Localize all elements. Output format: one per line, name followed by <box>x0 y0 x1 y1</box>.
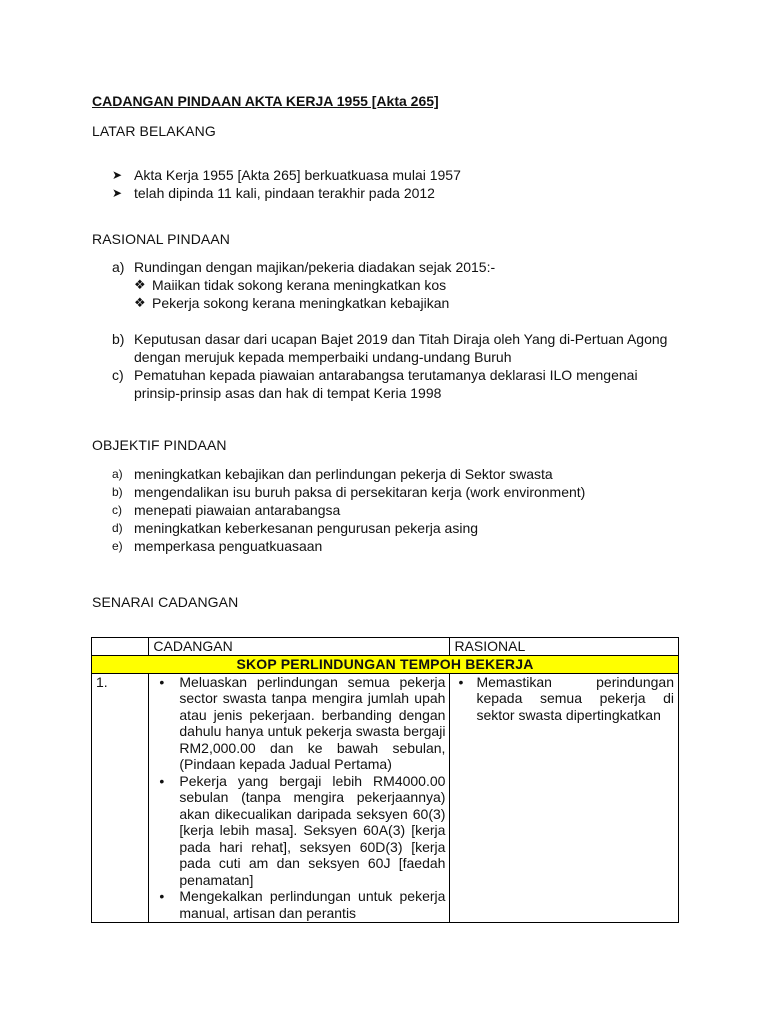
table-cell-rasional <box>450 673 679 922</box>
table-header-no <box>92 638 149 656</box>
sub-list-item-text: Pekerja sokong kerana meningkatkan kebajikan <box>152 295 450 311</box>
bullet-item <box>454 674 674 724</box>
list-item <box>112 519 672 537</box>
list-item-label: a) <box>112 259 125 275</box>
list-item-label: a) <box>112 467 123 481</box>
bullet-item-text: Meluaskan perlindungan semua pekerja sector swasta tanpa mengira jumlah upah atau jenis pekerjaan. berbanding dengan dahulu hanya untuk pekerja swasta bergaji RM2,000.00 dan ke bawah sebulan, (Pindaan kepada Jadual Pertama) <box>179 673 446 772</box>
bullet-dot-icon: • <box>159 772 165 789</box>
sub-list <box>134 276 672 312</box>
list-item <box>112 184 672 202</box>
list-item-label: e) <box>112 539 123 553</box>
list-item-text: telah dipinda 11 kali, pindaan terakhir pada 2012 <box>134 185 435 201</box>
list-item-label: b) <box>112 331 125 347</box>
objektif-heading: OBJEKTIF PINDAAN <box>92 437 227 453</box>
sub-list-item-text: Maiikan tidak sokong kerana meningkatkan kos <box>152 277 447 293</box>
list-item <box>112 537 672 555</box>
diamond-bullet-icon: ❖ <box>134 277 146 292</box>
bullet-item-text: Pekerja yang bergaji lebih RM4000.00 sebulan (tanpa mengira pekerjaannya) akan dikecualikan daripada seksyen 60(3) [kerja lebih masa]. Seksyen 60A(3) [kerja pada hari rehat], seksyen 60D(3) [kerja pada cuti am dan seksyen 60J [faedah penamatan] <box>179 772 446 888</box>
rasional-list <box>112 258 672 402</box>
list-item-label: c) <box>112 503 122 517</box>
latar-heading: LATAR BELAKANG <box>92 123 216 139</box>
senarai-heading: SENARAI CADANGAN <box>92 594 239 610</box>
list-item-text: memperkasa penguatkuasaan <box>134 538 323 554</box>
list-item-text: menepati piawaian antarabangsa <box>134 502 341 518</box>
list-item-text: Keputusan dasar dari ucapan Bajet 2019 dan Titah Diraja oleh Yang di-Pertuan Agong dengan merujuk kepada memperbaiki undang-undang Buruh <box>134 331 668 365</box>
list-item-text: Rundingan dengan majikan/pekeria diadakan sejak 2015:- <box>134 259 496 275</box>
table-header-rasional: RASIONAL <box>450 638 679 656</box>
document-title: CADANGAN PINDAAN AKTA KERJA 1955 [Akta 265] <box>92 93 439 109</box>
table-section-title: SKOP PERLINDUNGAN TEMPOH BEKERJA <box>92 656 679 674</box>
bullet-dot-icon: • <box>159 888 165 904</box>
table-header-row <box>92 638 679 656</box>
list-item <box>112 483 672 501</box>
bullet-item <box>153 888 445 921</box>
objektif-list <box>112 465 672 555</box>
list-item-label: c) <box>112 367 124 383</box>
latar-list <box>112 166 672 202</box>
list-item <box>112 258 672 312</box>
list-item <box>112 166 672 184</box>
arrow-bullet-icon: ➤ <box>112 186 123 200</box>
bullet-item-text: Memastikan perindungan kepada semua pekerja di sektor swasta dipertingkatkan <box>476 673 674 723</box>
diamond-bullet-icon: ❖ <box>134 295 146 310</box>
list-item-text: meningkatkan keberkesanan pengurusan pekerja asing <box>134 520 479 536</box>
list-item-text: Pematuhan kepada piawaian antarabangsa terutamanya deklarasi ILO mengenai prinsip-prinsip asas dan hak di tempat Keria 1998 <box>134 367 638 401</box>
table-row <box>92 673 679 922</box>
list-item <box>112 330 672 366</box>
sub-list-item <box>134 294 672 312</box>
sub-list-item <box>134 276 672 294</box>
bullet-item <box>153 773 445 889</box>
list-item-text: mengendalikan isu buruh paksa di persekitaran kerja (work environment) <box>134 484 586 500</box>
cadangan-table <box>91 637 679 923</box>
table-cell-no: 1. <box>92 673 149 922</box>
list-item <box>112 366 672 402</box>
bullet-item <box>153 674 445 773</box>
bullet-item-text: Mengekalkan perlindungan untuk pekerja manual, artisan dan perantis <box>179 888 446 921</box>
list-item-label: b) <box>112 485 123 499</box>
arrow-bullet-icon: ➤ <box>112 168 123 182</box>
list-item <box>112 501 672 519</box>
bullet-dot-icon: • <box>159 673 165 690</box>
table-header-cadangan: CADANGAN <box>149 638 450 656</box>
list-item-text: Akta Kerja 1955 [Akta 265] berkuatkuasa mulai 1957 <box>134 167 461 183</box>
table-cell-cadangan <box>149 673 450 922</box>
bullet-dot-icon: • <box>458 673 464 690</box>
list-item <box>112 465 672 483</box>
list-item-text: meningkatkan kebajikan dan perlindungan pekerja di Sektor swasta <box>134 466 553 482</box>
list-item-label: d) <box>112 521 123 535</box>
rasional-heading: RASIONAL PINDAAN <box>92 231 231 247</box>
table-section-row <box>92 656 679 674</box>
